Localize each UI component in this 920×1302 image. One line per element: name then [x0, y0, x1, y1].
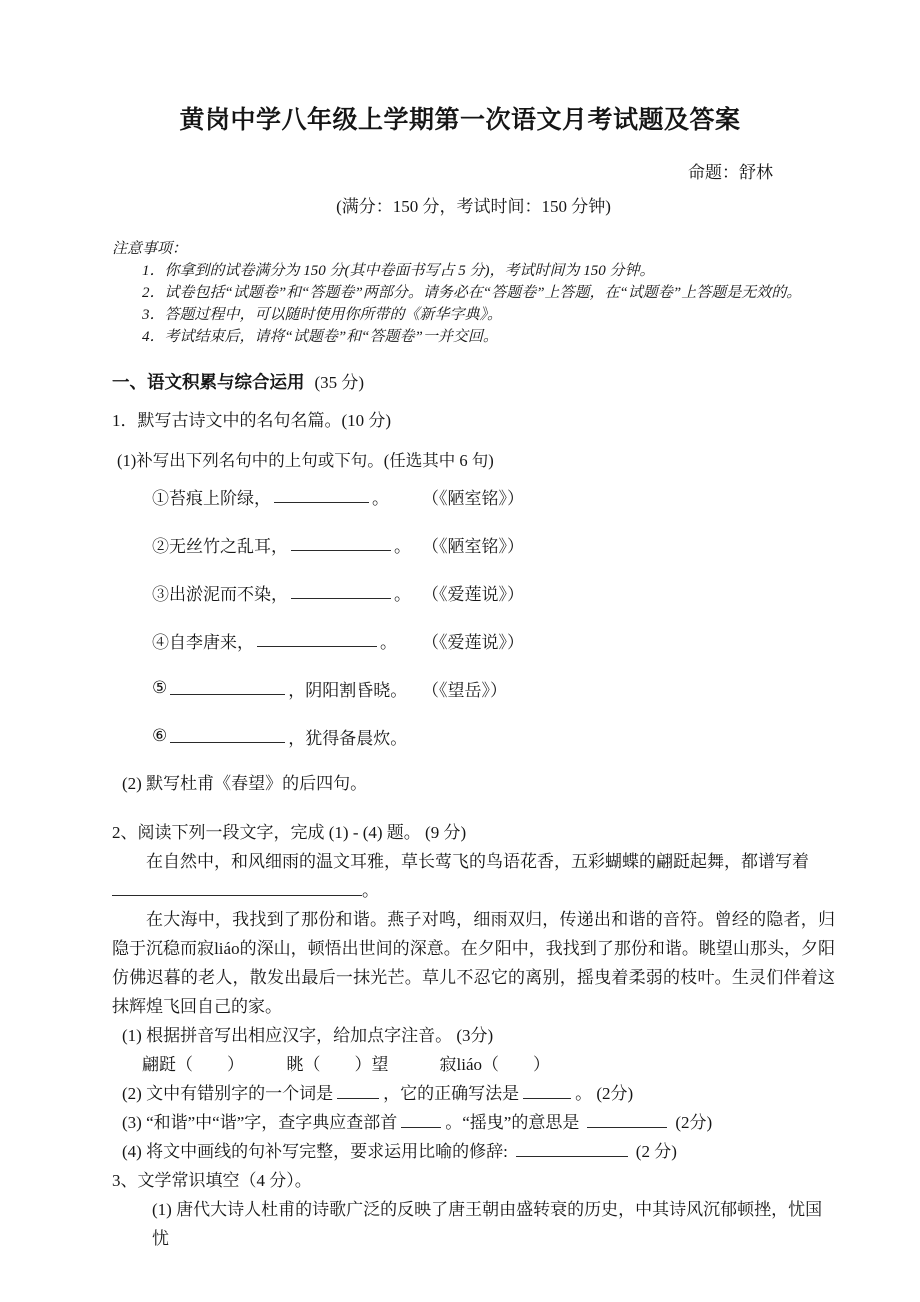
blank-post: ，犹得备晨炊。: [288, 728, 408, 748]
q2-sub3-text: 。“摇曳”的意思是: [445, 1113, 580, 1132]
blank-pre: ①苔痕上阶绿，: [152, 488, 271, 508]
notice-item-2: 2．试卷包括“试题卷”和“答题卷”两部分。请务必在“答题卷”上答题，在“试题卷”上答题是无效的。: [142, 285, 802, 301]
blank-post: 。: [394, 536, 411, 556]
q2-pinyin-row: 翩跹（ ） 眺（ ）望 寂liáo（ ）: [142, 1055, 550, 1074]
q2-paragraph-2: 在大海中，我找到了那份和谐。燕子对鸣，细雨双归，传递出和谐的音符。曾经的隐者，归隐于沉稳而寂liáo的深山，顿悟出世间的深意。在夕阳中，我找到了那份和谐。眺望山那头，夕阳仿佛迟暮的老人，散发出最后一抹光芒。草儿不忍它的离别，摇曳着柔弱的枝叶。生灵们伴着这抹辉煌飞回自己的家。: [112, 910, 835, 1016]
q3-stem: 3、文学常识填空（4 分）。: [112, 1171, 312, 1190]
q2-sub2-text: 。 (2分): [575, 1084, 634, 1103]
q2-sub3-text: (2分): [675, 1113, 713, 1132]
blank-source: （《爱莲说》）: [422, 632, 524, 652]
score-info-line: (满分：150 分，考试时间：150 分钟): [336, 197, 611, 216]
q2-sub3: [112, 1108, 835, 1137]
blank-post: ，阴阳割昏晓。: [288, 680, 408, 700]
blank-underline: [112, 882, 362, 896]
blank-row-2: [152, 520, 835, 568]
q3-sub1: (1) 唐代大诗人杜甫的诗歌广泛的反映了唐王朝由盛转衰的历史，中其诗风沉郁顿挫，忧国忧: [152, 1200, 823, 1248]
q2-underline-line: [112, 876, 835, 905]
blank-row-6: [152, 712, 835, 760]
q3-block: [112, 1166, 835, 1253]
q1-sub2: (2) 默写杜甫《春望》的后四句。: [122, 774, 368, 793]
q2-sub3-text: (3) “和谐”中“谐”字，查字典应查部首: [122, 1113, 398, 1132]
notice-item-1: 1．你拿到的试卷满分为 150 分(其中卷面书写占 5 分)，考试时间为 150 分钟。: [142, 263, 655, 279]
blank-source: （《望岳》）: [422, 680, 507, 700]
section-1-score: (35 分): [314, 373, 365, 392]
blank-source: （《陋室铭》）: [422, 536, 524, 556]
blank-pre: ⑤: [152, 678, 168, 697]
q1-sub1: (1)补写出下列名句中的上句或下句。(任选其中 6 句): [117, 451, 494, 470]
q2-sub4: [112, 1137, 835, 1166]
blank-source: （《爱莲说》）: [422, 584, 524, 604]
notice-block: [112, 238, 835, 348]
blank-pre: ③出淤泥而不染，: [152, 584, 288, 604]
q2-paragraph-1: 在自然中，和风细雨的温文耳雅，草长莺飞的鸟语花香，五彩蝴蝶的翩跹起舞，都谱写着: [146, 852, 809, 871]
q2-sub1: (1) 根据拼音写出相应汉字，给加点字注音。 (3分): [122, 1026, 494, 1045]
blank-post: 。: [372, 488, 389, 508]
q2-underline-tail: 。: [362, 881, 379, 900]
q2-sub2: [112, 1079, 835, 1108]
q2-sub2-text: (2) 文中有错别字的一个词是: [122, 1084, 334, 1103]
blank-source: （《陋室铭》）: [422, 488, 524, 508]
blank-underline: [516, 1144, 628, 1157]
blank-row-1: [152, 472, 835, 520]
blank-underline: [257, 633, 377, 647]
blank-underline: [170, 681, 285, 695]
proposer-line: 命题：舒林: [688, 163, 773, 182]
blank-pre: ⑥: [152, 726, 168, 745]
blank-post: 。: [380, 632, 397, 652]
notice-item-4: 4．考试结束后，请将“试题卷”和“答题卷”一并交回。: [142, 329, 498, 345]
blank-pre: ②无丝竹之乱耳，: [152, 536, 288, 556]
blank-post: 。: [394, 584, 411, 604]
q2-block: [112, 818, 835, 1166]
blank-underline: [337, 1086, 379, 1099]
notice-item-3: 3．答题过程中，可以随时使用你所带的《新华字典》。: [142, 307, 503, 323]
blank-underline: [291, 537, 391, 551]
q2-sub2-text: ，它的正确写法是: [383, 1084, 520, 1103]
blank-row-5: [152, 664, 835, 712]
notice-heading: 注意事项：: [112, 241, 188, 257]
q2-sub4-text: (4) 将文中画线的句补写完整，要求运用比喻的修辞:: [122, 1142, 508, 1161]
blank-pre: ④自李唐来，: [152, 632, 254, 652]
section-1-title: 一、语文积累与综合运用: [112, 372, 305, 392]
section-1-heading: [112, 371, 835, 394]
page-title: 黄岗中学八年级上学期第一次语文月考试题及答案: [179, 106, 741, 134]
blank-underline: [523, 1086, 571, 1099]
blank-underline: [401, 1115, 441, 1128]
q1-blank-list: [152, 472, 835, 760]
blank-underline: [587, 1115, 667, 1128]
q1-stem: 1．默写古诗文中的名句名篇。(10 分): [112, 411, 392, 430]
blank-row-4: [152, 616, 835, 664]
blank-underline: [291, 585, 391, 599]
blank-row-3: [152, 568, 835, 616]
q2-stem: 2、阅读下列一段文字，完成 (1) - (4) 题。 (9 分): [112, 823, 467, 842]
blank-underline: [170, 729, 285, 743]
blank-underline: [274, 489, 369, 503]
q2-sub4-text: (2 分): [635, 1142, 677, 1161]
